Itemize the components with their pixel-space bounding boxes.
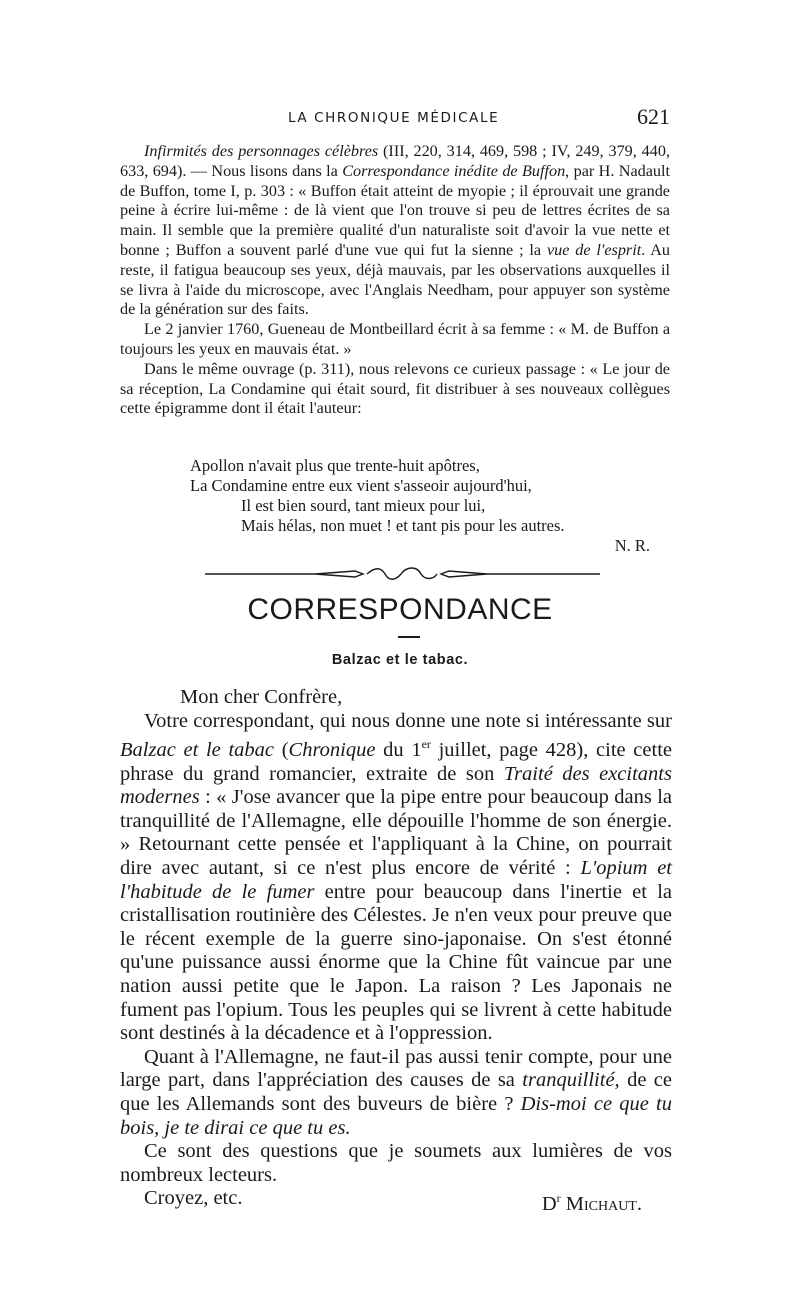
author-initials: N. R. <box>614 536 650 555</box>
italic-text: L'opium et l'habitude de le fumer <box>120 856 672 903</box>
section-title: CORRESPONDANCE <box>247 593 553 626</box>
italic-text: Infirmités des personnages célèbres <box>144 142 379 160</box>
epigram-line: La Condamine entre eux vient s'asseoir aujourd'hui, <box>190 476 532 495</box>
page-number: 621 <box>637 104 670 129</box>
text-run: Quant à l'Allemagne, ne faut-il pas aussi tenir compte, pour une large part, dans l'appréciation des causes de sa <box>120 1045 672 1092</box>
epigram-line: Il est bien sourd, tant mieux pour lui, <box>241 496 486 515</box>
notes-section <box>120 142 670 419</box>
page-header <box>120 104 670 134</box>
ornamental-divider <box>205 563 600 583</box>
text-run: , de ce que les Allemands sont des buveurs de bière ? <box>120 1069 673 1115</box>
italic-text: Traité des excitants modernes <box>120 762 672 809</box>
signature-prefix: D <box>541 1193 557 1216</box>
italic-text: Balzac et le tabac <box>120 739 274 762</box>
italic-text: Correspondance inédite de Buffon <box>342 161 566 180</box>
letter-paragraph-1 <box>120 710 672 1046</box>
text-run: (III, 220, 314, 469, 598 ; IV, 249, 379, 440, 633, 694). — Nous lisons dans la <box>120 142 670 180</box>
text-run: ( <box>274 739 289 762</box>
epigram-line: Mais hélas, non muet ! et tant pis pour les autres. <box>241 516 565 535</box>
text-run: du <box>375 739 412 762</box>
italic-text: Chronique <box>288 739 376 762</box>
closing-formula: Croyez, etc. <box>144 1187 243 1210</box>
signature-name: Michaut. <box>565 1193 642 1216</box>
salutation: Mon cher Confrère, <box>180 686 343 708</box>
text-run: . Au reste, il fatigua beaucoup ses yeux, déjà mauvais, par les observations auxquelles il se livra à l'aide du microscope, avec l'Anglais Needham, pour appuyer son système de la génération sur des faits. <box>120 240 671 319</box>
italic-text: tranquillité <box>522 1069 615 1092</box>
running-head: LA CHRONIQUE MÉDICALE <box>288 110 500 126</box>
divider-flourish <box>315 568 487 579</box>
paragraph-montbeillard: Le 2 janvier 1760, Gueneau de Montbeillard écrit à sa femme : « M. de Buffon a toujours les yeux en mauvais état. » <box>120 320 670 358</box>
signature <box>542 1187 672 1216</box>
letter-paragraph-2 <box>120 1046 672 1140</box>
letter-paragraph-3: Ce sont des questions que je soumets aux lumières de vos nombreux lecteurs. <box>120 1140 672 1186</box>
epigram-line: Apollon n'avait plus que trente-huit apôtres, <box>190 456 480 475</box>
signature-superscript: r <box>556 1191 561 1206</box>
text-run: entre pour beaucoup dans l'inertie et la cristallisation routinière des Célestes. Je n'en veux pour preuve que le récent exemple de la guerre sino-japonaise. On s'est étonné qu'une puissance aussi énorme que la Chine fût vaincue par une nation aussi petite que le Japon. La raison ? Les Japonais ne fument pas l'opium. Tous les peuples qui se livrent à cette habitude sont destinés à la décadence et à l'oppression. <box>120 880 672 1045</box>
text-run: , par H. Nadault de Buffon, tome I, p. 303 : « Buffon était atteint de myopie ; il éprouvait une grande peine à écrire lui-même : de là vient que l'on trouve si peu de lettres écrites de sa main. Il semble que la première qualité d'un naturaliste soit d'avoir la vue nette et bonne ; Buffon a souvent parlé d'une vue qui fut la sienne ; la <box>120 161 671 259</box>
epigram <box>190 456 650 536</box>
text-run: Votre correspondant, qui nous donne une note si intéressante sur <box>144 709 672 732</box>
italic-text: vue de l'esprit <box>546 240 642 259</box>
text-run: 1 <box>411 739 422 762</box>
italic-text: Dis-moi ce que tu bois, je te dirai ce que tu es. <box>120 1092 672 1139</box>
paragraph-infirmites <box>120 142 670 320</box>
text-run: juillet, page 428), cite cette phrase du grand romancier, extraite de son <box>120 739 672 785</box>
paragraph-condamine: Dans le même ouvrage (p. 311), nous relevons ce curieux passage : « Le jour de sa réception, La Condamine qui était sourd, fit distribuer à ses nouveaux collègues cette épigramme dont il était l'auteur: <box>120 359 670 418</box>
letter-body <box>120 686 672 1217</box>
superscript: er <box>421 737 431 752</box>
letter-title: Balzac et le tabac. <box>331 652 469 668</box>
title-rule <box>398 636 420 638</box>
letter-closing <box>120 1187 672 1216</box>
text-run: : « J'ose avancer que la pipe entre pour beaucoup dans la tranquillité de l'Allemagne, elle dépouille l'homme de son énergie. » Retournant cette pensée et l'appliquant à la Chine, on pourrait dire avec autant, si ce n'est plus encore de vérité : <box>120 786 672 879</box>
